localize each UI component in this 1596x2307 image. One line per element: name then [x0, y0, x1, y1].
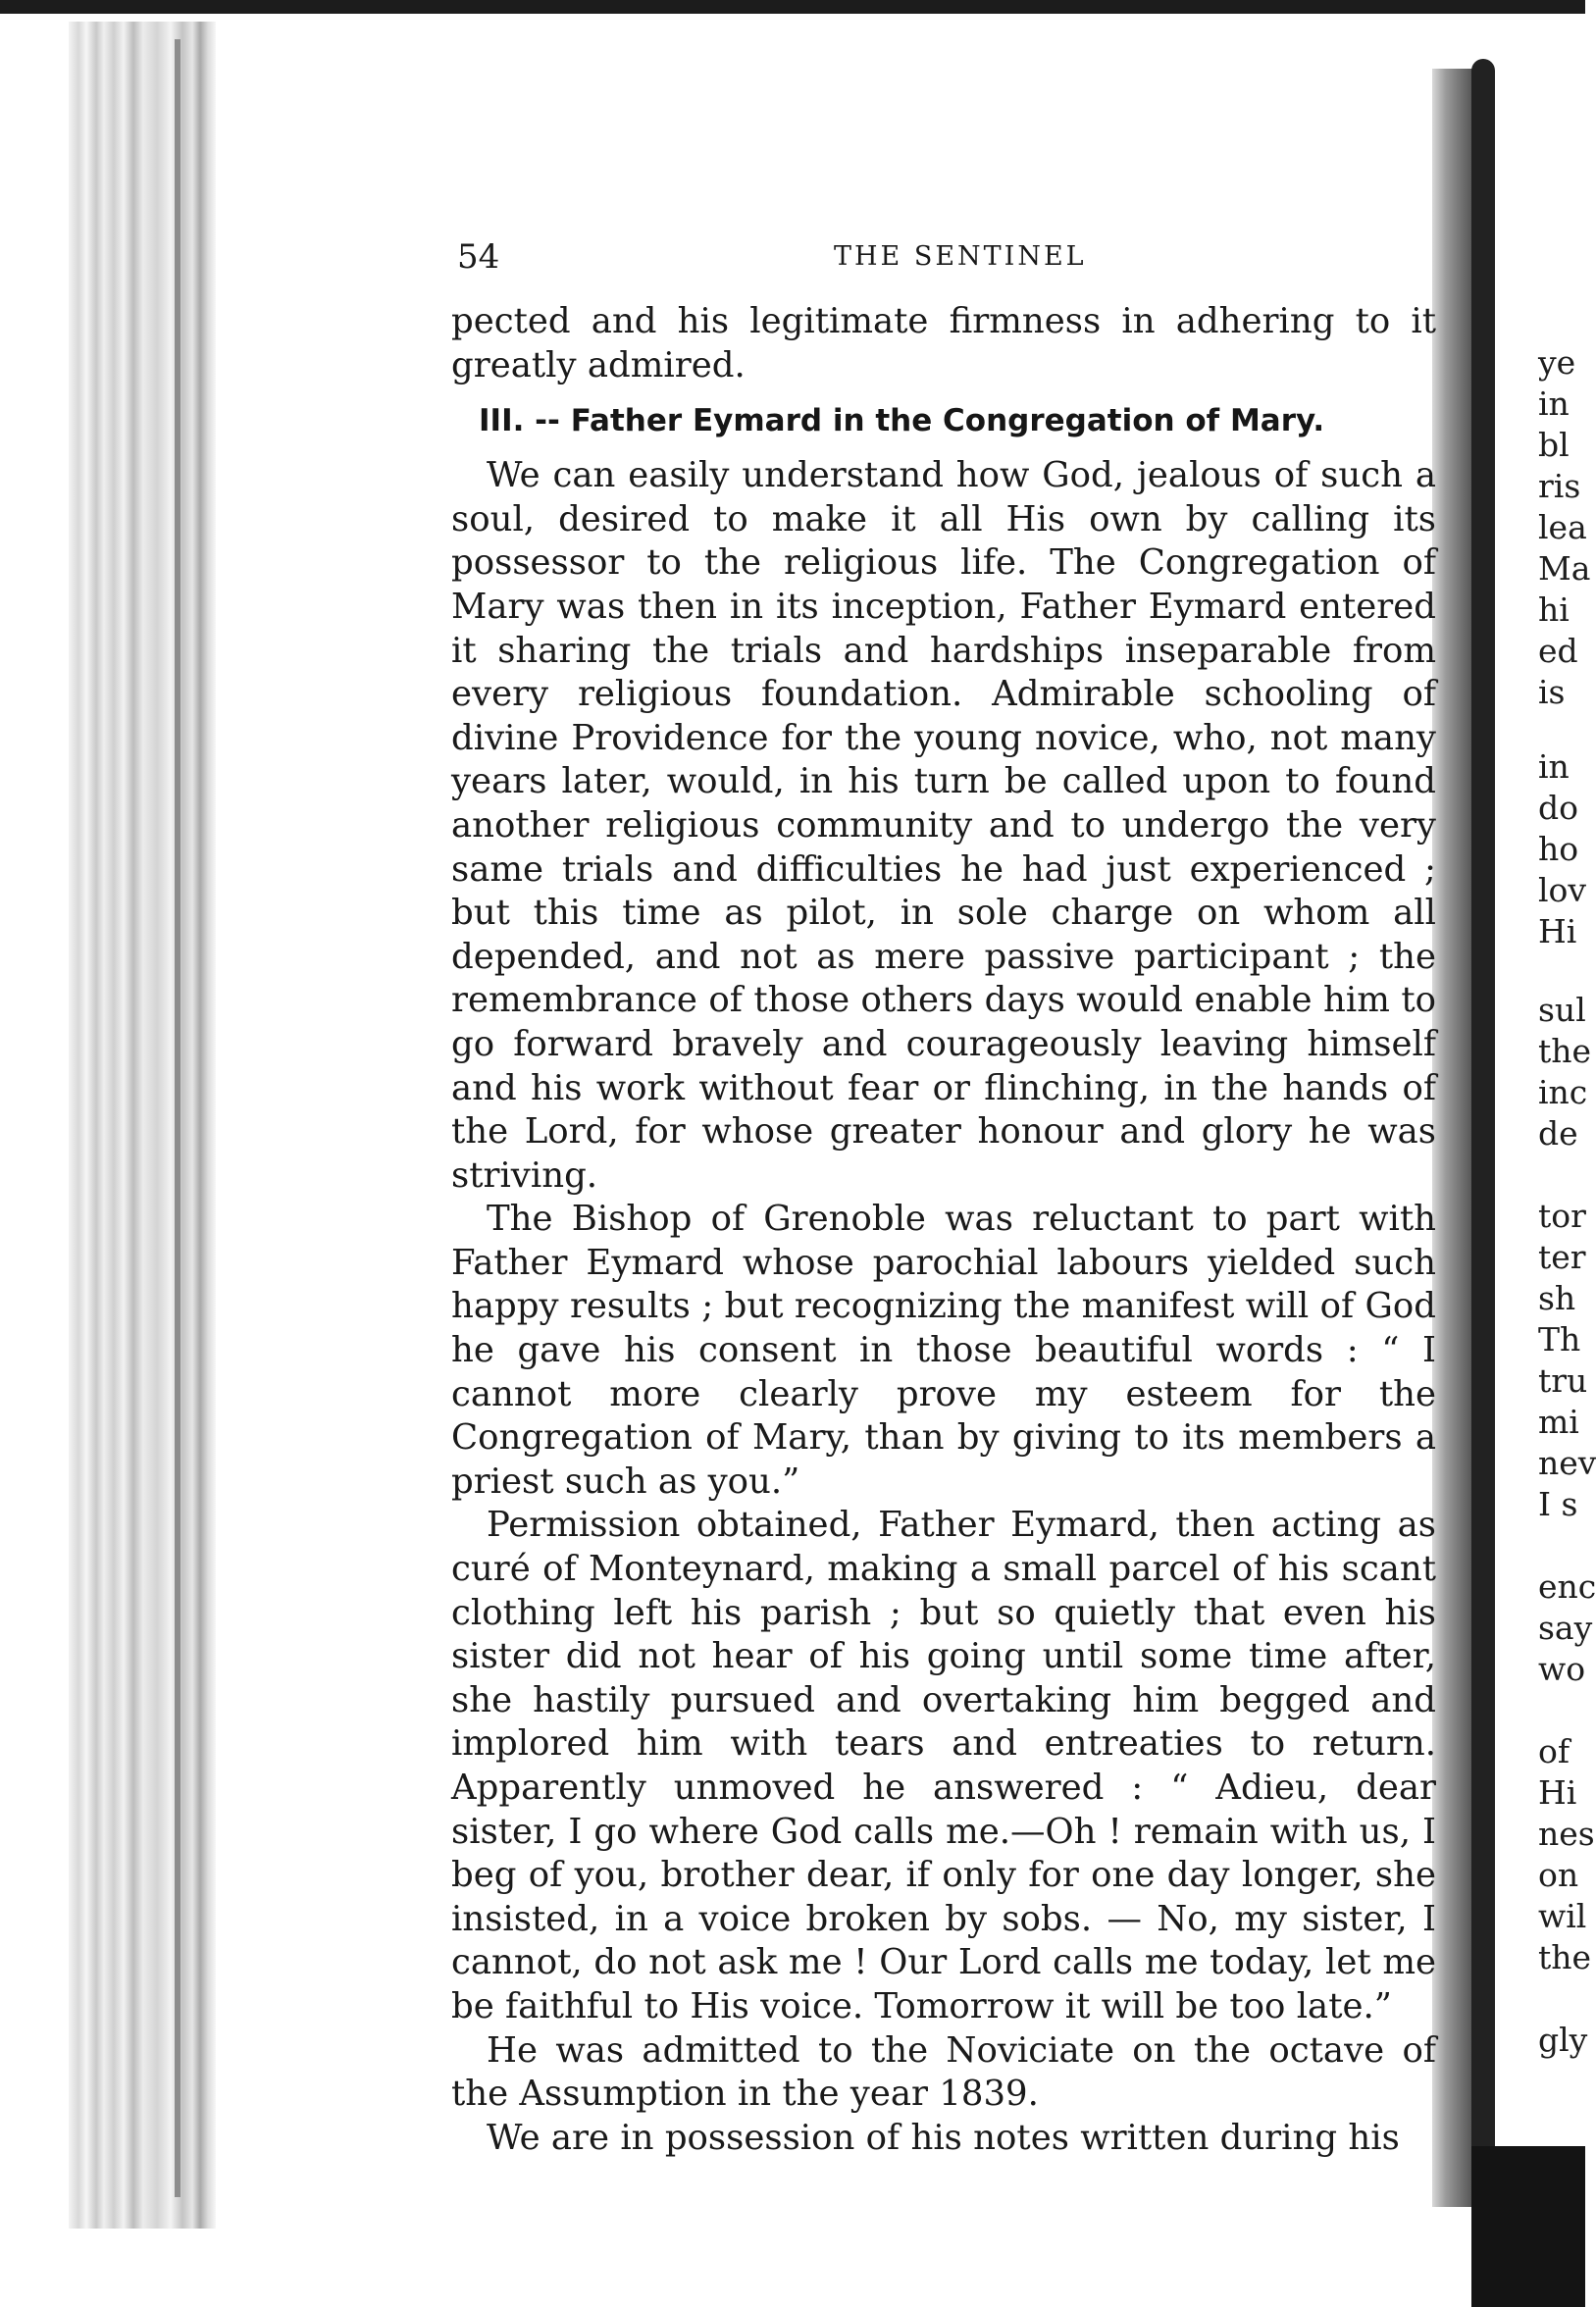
- paragraph: He was admitted to the Noviciate on the octave of the Assumption in the year 1839.: [451, 2029, 1436, 2115]
- adjacent-text-fragment: wil: [1538, 1897, 1587, 1935]
- adjacent-text-fragment: in: [1538, 747, 1570, 786]
- adjacent-text-fragment: sh: [1538, 1279, 1576, 1317]
- adjacent-text-fragment: bl: [1538, 426, 1570, 464]
- book-spine: [1471, 59, 1495, 2217]
- paragraph: The Bishop of Grenoble was reluctant to part with Father Eymard whose parochial labours yielded such happy results ; but recognizing the manifest will of God he gave his consent in those beautiful words : “ I cannot more clearly prove my esteem for the Congregation of Mary, than by giving to its members a priest such as you.”: [451, 1199, 1436, 1502]
- adjacent-text-fragment: enc: [1538, 1567, 1596, 1606]
- adjacent-text-fragment: Hi: [1538, 1773, 1577, 1812]
- paragraph: We can easily understand how God, jealous of such a soul, desired to make it all His own by calling its possessor to the religious life. The Congregation of Mary was then in its inception, Father Eymard entered it sharing the trials and hardships inseparable from every religious foundation. Admirable schooling of divine Providence for the young novice, who, not many years later, would, in his turn be called upon to found another religious community and to undergo the very same trials and difficulties he had just experienced ; but this time as pilot, in sole charge on whom all depended, and not as mere passive participant ; the remembrance of those others days would enable him to go forward bravely and courageously leaving himself and his work without fear or flinching, in the hands of the Lord, for whose greater honour and glory he was striving.: [451, 455, 1436, 1196]
- adjacent-text-fragment: tru: [1538, 1361, 1588, 1400]
- adjacent-text-fragment: of: [1538, 1732, 1570, 1770]
- adjacent-text-fragment: gly: [1538, 2021, 1588, 2059]
- paragraph: Permission obtained, Father Eymard, then acting as curé of Monteynard, making a small parcel of his scant clothing left his parish ; but so quietly that even his sister did not hear of his going until some time after, she hastily pursued and overtaking him begged and implored him with tears and entreaties to return. Apparently unmoved he answered : “ Adieu, dear sister, I go where God calls me.—Oh ! remain with us, I beg of you, brother dear, if only for one day longer, she insisted, in a voice broken by sobs. — No, my sister, I cannot, do not ask me ! Our Lord calls me today, let me be faithful to His voice. Tomorrow it will be too late.”: [451, 1505, 1436, 2026]
- adjacent-text-fragment: lov: [1538, 871, 1587, 909]
- adjacent-text-fragment: sul: [1538, 991, 1586, 1029]
- gutter-line: [175, 39, 180, 2197]
- adjacent-text-fragment: Th: [1538, 1320, 1581, 1359]
- page-body: [451, 300, 1436, 2160]
- bottom-right-background: [1471, 2146, 1585, 2307]
- adjacent-text-fragment: I s: [1538, 1485, 1578, 1523]
- adjacent-text-fragment: de: [1538, 1114, 1578, 1153]
- adjacent-text-fragment: ed: [1538, 632, 1578, 670]
- adjacent-text-fragment: Ma: [1538, 549, 1591, 588]
- running-head: THE SENTINEL: [834, 241, 1087, 272]
- adjacent-text-fragment: inc: [1538, 1073, 1588, 1111]
- adjacent-text-fragment: lea: [1538, 508, 1587, 546]
- adjacent-text-fragment: do: [1538, 789, 1578, 827]
- adjacent-text-fragment: nes: [1538, 1815, 1595, 1853]
- adjacent-text-fragment: hi: [1538, 590, 1570, 629]
- adjacent-text-fragment: ris: [1538, 467, 1581, 505]
- adjacent-text-fragment: mi: [1538, 1403, 1579, 1441]
- adjacent-text-fragment: wo: [1538, 1650, 1586, 1688]
- adjacent-text-fragment: say: [1538, 1609, 1593, 1647]
- adjacent-text-fragment: ho: [1538, 830, 1579, 868]
- adjacent-text-fragment: the: [1538, 1032, 1592, 1070]
- page-number: 54: [457, 237, 500, 277]
- adjacent-text-fragment: tor: [1538, 1197, 1586, 1235]
- section-heading: III. -- Father Eymard in the Congregation of Mary.: [479, 403, 1325, 439]
- adjacent-text-fragment: ter: [1538, 1238, 1586, 1276]
- adjacent-text-fragment: is: [1538, 673, 1566, 711]
- paragraph: pected and his legitimate firmness in adhering to it greatly admired.: [451, 301, 1436, 385]
- adjacent-text-fragment: the: [1538, 1938, 1592, 1976]
- adjacent-text-fragment: on: [1538, 1856, 1579, 1894]
- adjacent-text-fragment: nev: [1538, 1444, 1596, 1482]
- left-page-stack: [69, 22, 216, 2229]
- top-edge-shadow: [0, 0, 1585, 14]
- adjacent-text-fragment: ye: [1538, 343, 1576, 382]
- adjacent-text-fragment: in: [1538, 384, 1570, 423]
- paragraph: We are in possession of his notes written during his: [487, 2117, 1400, 2158]
- adjacent-text-fragment: Hi: [1538, 912, 1577, 950]
